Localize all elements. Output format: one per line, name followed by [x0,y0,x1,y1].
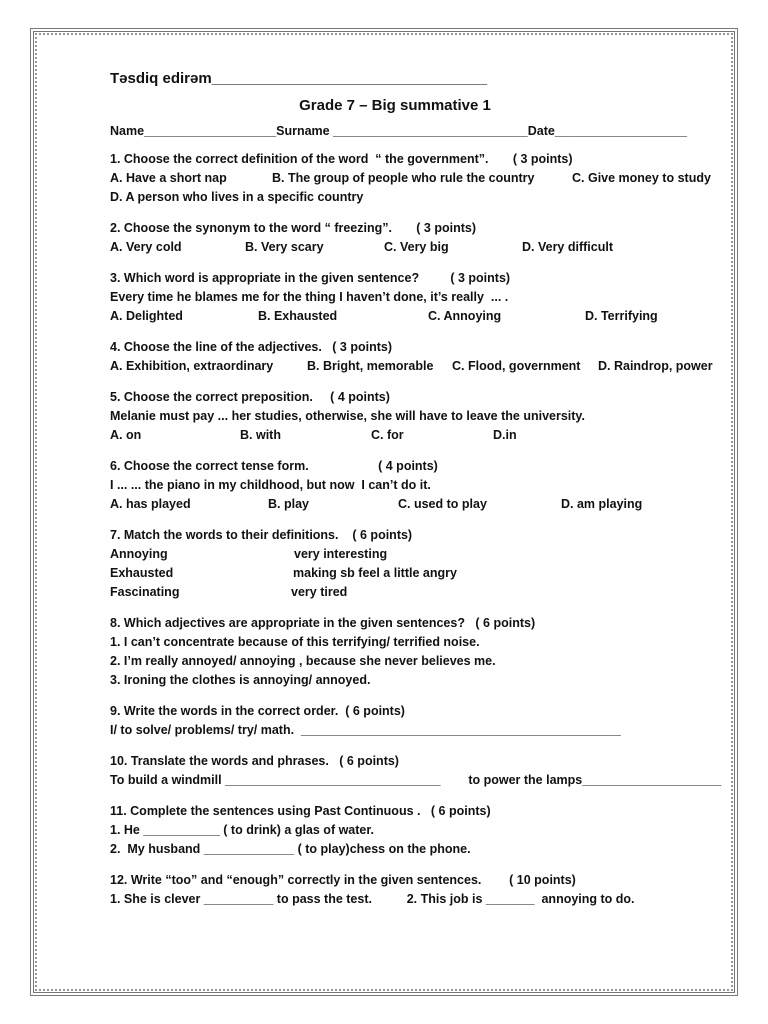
match-definition: making sb feel a little angry [293,566,457,580]
question-text: 3. Which word is appropriate in the given sentence? ( 3 points) [110,271,511,285]
option-c: C. Give money to study [572,171,711,185]
options-row [110,357,720,376]
answer-line: To build a windmill _______________________________ to power the lamps____________________ [110,773,722,787]
option-c: C. Annoying [428,309,502,323]
sentence-1: 1. I can’t concentrate because of this terrifying/ terrified noise. [110,635,480,649]
match-row [110,564,720,583]
option-c: C. for [371,428,404,442]
option-b: B. play [268,497,309,511]
option-d: D.in [493,428,517,442]
question-text: 2. Choose the synonym to the word “ freezing”. ( 3 points) [110,221,477,235]
option-d: D. am playing [561,497,643,511]
option-a: A. Have a short nap [110,171,227,185]
option-a: A. has played [110,497,191,511]
question-5 [110,388,720,445]
question-10 [110,752,720,790]
question-9 [110,702,720,740]
option-b: B. Very scary [245,240,324,254]
approval-line: Təsdiq edirəm_________________________________ [110,70,487,87]
option-c: C. used to play [398,497,487,511]
options-row [110,238,720,257]
question-1 [110,150,720,207]
option-b: B. The group of people who rule the country [272,171,535,185]
question-text: 8. Which adjectives are appropriate in the given sentences? ( 6 points) [110,616,536,630]
sentence-2: 2. I’m really annoyed/ annoying , because she never believes me. [110,654,496,668]
match-word: Annoying [110,547,168,561]
question-12 [110,871,720,909]
options-row [110,307,720,326]
option-a: A. Very cold [110,240,182,254]
sentence-1: 1. He ___________ ( to drink) a glas of water. [110,823,375,837]
option-b: B. with [240,428,281,442]
answer-line: I/ to solve/ problems/ try/ math. ______________________________________________ [110,723,621,737]
sentence-3: 3. Ironing the clothes is annoying/ annoyed. [110,673,371,687]
match-row [110,545,720,564]
match-word: Exhausted [110,566,174,580]
question-6 [110,457,720,514]
match-word: Fascinating [110,585,180,599]
match-definition: very interesting [294,547,388,561]
question-3 [110,269,720,326]
question-8 [110,614,720,690]
question-text: 1. Choose the correct definition of the word “ the government”. ( 3 points) [110,152,573,166]
sentence-2: 2. My husband _____________ ( to play)chess on the phone. [110,842,471,856]
question-11 [110,802,720,859]
option-c: C. Very big [384,240,449,254]
options-row [110,495,720,514]
answer-line: 1. She is clever __________ to pass the test. 2. This job is _______ annoying to do. [110,892,635,906]
question-sentence: Melanie must pay ... her studies, otherwise, she will have to leave the university. [110,409,585,423]
question-text: 6. Choose the correct tense form. ( 4 points) [110,459,438,473]
option-d: D. Very difficult [522,240,613,254]
name-surname-date-row: Name___________________Surname ____________________________Date___________________ [110,124,687,138]
question-4 [110,338,720,376]
question-2 [110,219,720,257]
option-c: C. Flood, government [452,359,581,373]
option-d: D. A person who lives in a specific country [110,190,364,204]
page-title: Grade 7 – Big summative 1 [299,97,491,114]
worksheet [110,70,720,921]
question-text: 11. Complete the sentences using Past Continuous . ( 6 points) [110,804,491,818]
options-row [110,169,720,188]
match-definition: very tired [291,585,348,599]
option-d: D. Terrifying [585,309,658,323]
question-text: 10. Translate the words and phrases. ( 6 points) [110,754,399,768]
question-text: 9. Write the words in the correct order. ( 6 points) [110,704,405,718]
options-row [110,426,720,445]
question-sentence: Every time he blames me for the thing I haven’t done, it’s really ... . [110,290,509,304]
question-text: 5. Choose the correct preposition. ( 4 points) [110,390,390,404]
question-7 [110,526,720,602]
option-d: D. Raindrop, power [598,359,713,373]
question-text: 12. Write “too” and “enough” correctly in the given sentences. ( 10 points) [110,873,576,887]
match-row [110,583,720,602]
option-b: B. Exhausted [258,309,338,323]
question-sentence: I ... ... the piano in my childhood, but now I can’t do it. [110,478,431,492]
option-a: A. on [110,428,142,442]
question-text: 7. Match the words to their definitions. ( 6 points) [110,528,413,542]
question-text: 4. Choose the line of the adjectives. ( 3 points) [110,340,392,354]
option-a: A. Delighted [110,309,183,323]
option-a: A. Exhibition, extraordinary [110,359,274,373]
option-b: B. Bright, memorable [307,359,434,373]
